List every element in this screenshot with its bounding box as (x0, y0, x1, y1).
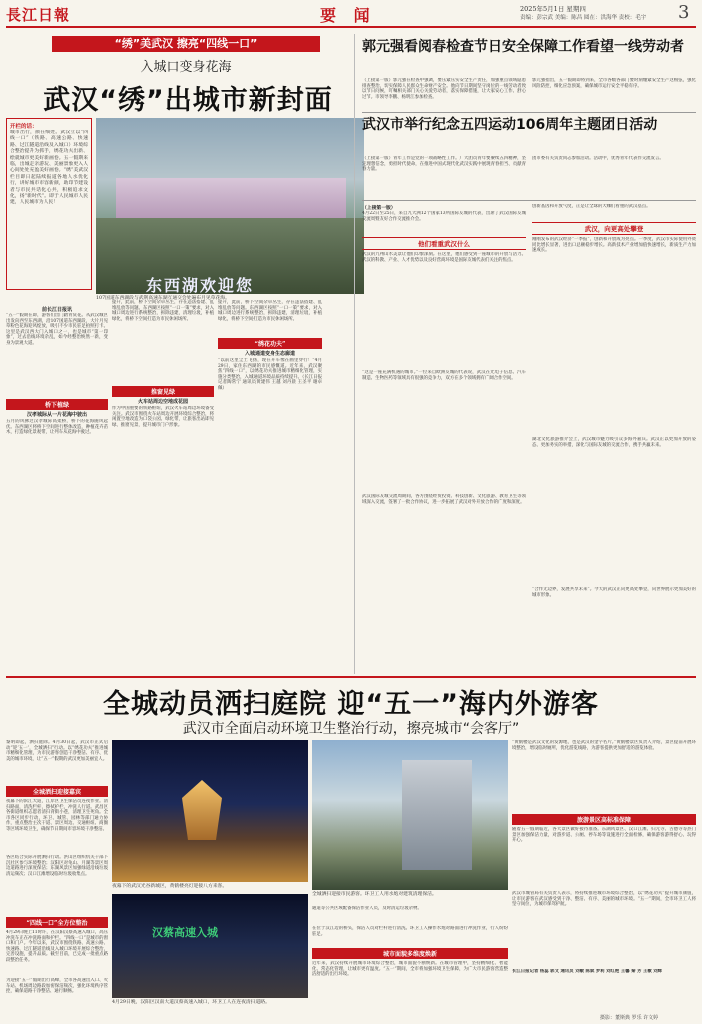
lead-subhead-2b: 火车站周边空地成花园 (137, 399, 188, 405)
main-right-para: “黄鹤楼是武汉文化的发源地，也是武汉的金字名片。”黄鹤楼景区负责人介绍，景区提前开展环境整治，增设临时厕所，优化游览线路，为游客提供更加舒适的游览体验。 (512, 740, 696, 751)
section-title: 要 闻 (320, 6, 376, 25)
right3-col2-d: “合作无边界，发展共享未来”。今天的武汉正向更高处攀登，向世界展示更加美好的城市形象。 (532, 587, 696, 598)
right3-subhead-2: 武汉，向更高处攀登 (532, 222, 696, 235)
main-title: 全城动员洒扫庭院 迎“五一”海内外游客 (103, 689, 599, 720)
lead-subhead-3: “绣花功夫” (218, 338, 322, 349)
main-para-5: 为迎接“五一”假期出行高峰，全市各高速出入口、火车站、机场周边路段加密保洁频次，强化环境秩序管控，确保道路干净整洁、通行顺畅。 (6, 978, 108, 995)
main-subtitle: 武汉市全面启动环境卫生整治行动，擦亮城市“会客厅” (182, 721, 520, 737)
right3-col2-a: 创新基因和开放气度，正是让全球的大咖们看重的武汉基点。 (532, 204, 651, 209)
lead-subtitle: 入城口变身花海 (140, 60, 232, 75)
right1-title: 郭元强看阅春检查节日安全保障工作看望一线劳动者 (362, 39, 684, 55)
main-para-4: 4月29日晚上11时许，在汉阳汉蔡高速入城口，高压冲洗车正在冲洗路面和护栏。“四线一口”是城市的窗口和门户。今年以来，武汉市围绕铁路、高速公路、快速路、过江隧道沿线及入城口环境开展综合整治，完善设施，提升品质。截至目前，已完成一批重点路段整治任务。 (6, 930, 108, 963)
intro-label: 开栏的话： (10, 124, 38, 130)
main-photo-3 (312, 740, 508, 890)
lead-para-1: “五一”假期在即，游客们出门踏青赏花。从武汉城区出发向西至东西湖，沿107国道东西湖段，大片月见草粉色花海迎风绽放，吸引不少市民驻足拍照打卡。这里是武汉西大门入城口之一，也是城市“第一印象”，过去沿线环境杂乱，如今经整治焕然一新，变身为景观大道。 (6, 313, 108, 346)
right2-title: 武汉市举行纪念五四运动106周年主题团日活动 (362, 117, 658, 133)
column-divider (354, 34, 355, 674)
main-mid-subhead: 城市面貌多维度焕新 (312, 948, 508, 959)
main-para-6: 随着五一假期临近，各大景区做好接待准备。东湖风景区、汉口江滩、归元寺、古德寺等热门景区加强保洁力量，对游步道、公厕、停车场等设施进行全面检修，确保游客游得舒心、玩得开心。 (512, 827, 696, 844)
lead-photo-caption: 107国道东西湖段与武荆高速东湖互通交会处遍布月见草花海。 (96, 296, 230, 301)
lead-subhead-1: 桥下植绿 (6, 399, 108, 410)
lead-para-4b: 提升，此前，桥下空间杂草丛生，存在违法搭建、乱堆乱放等问题。东西湖区按照“一口一策”要求，对入城口周边进行系统整治，拆除违建，清理垃圾，补植绿化，将桥下空间打造为市民休闲场所。 (218, 300, 322, 322)
photo-2-sign: 汉蔡高速入城 (152, 926, 218, 939)
right3-subhead: 他们看重武汉什么 (362, 237, 526, 250)
right3-col2-c: 湖北文化旅游推介会上，武汉城市魅力吸引众多海外嘉宾。武汉正以更加开放的姿态、更加务实的举措，深化与国际友城的交流合作，携手共赢未来。 (532, 437, 696, 448)
lead-title: 武汉“绣”出城市新封面 (43, 85, 333, 116)
main-mid-b: 在位于汉江边的桥头，保洁人员对栏杆进行清洗。环卫工人操作水炮对路面进行冲洗作业，行人纷纷驻足。 (312, 926, 508, 937)
lead-subhead-1b: 汉孝城际从一片花海中驶出 (26, 412, 87, 418)
page-number: 3 (678, 2, 690, 23)
lead-subhead-3b: 入城通道变身生态廊道 (244, 351, 295, 357)
lead-dateline: 前长江日报讯 (41, 307, 72, 313)
main-photo-2 (112, 894, 308, 998)
right2-para-1: （上接第一版）青年工作是党的一项战略性工作。广大团员青年要赓续五四精神，坚定理想信念，勇担时代使命，在推进中国式现代化武汉实践中展现青春担当、贡献青春力量。 (362, 156, 526, 173)
right2-para-2: 团市委有关负责同志参加活动。活动中，优秀青年代表作交流发言。 (532, 156, 664, 161)
photo-sign: 东西湖欢迎您 (146, 276, 255, 295)
main-mid-a: 通道等公共区域配备保洁作业人员，及时清运垃圾杂物。 (312, 906, 422, 911)
right3-para-3: “这是一座充满机遇的城市。”一位来自欧洲友城的代表说，武汉在光电子信息、汽车制造、生物医药等领域具有很强的竞争力，双方在多个领域拥有广阔合作空间。 (362, 370, 526, 381)
right3-para-4: 武汉国际友城交流周期间，各方围绕经贸投资、科技创新、文化旅游、教育卫生等领域深入交流，签署了一批合作协议，进一步拓展了武汉对外开放合作的广度和深度。 (362, 494, 526, 505)
main-byline: 长江日报记者 杨蕊 郭文 通讯员 刘敏 陈斌 罗莉 刘红艳 王馨 秦 芳 王敏 刘辉 (512, 969, 663, 974)
main-photo-1 (112, 740, 308, 882)
photo-credit: 摄影：董斯典 罗乐 许文婷 (600, 1015, 659, 1021)
right1-para-2: 郭元强指出，五一假期即将到来，全市各级各部门要时刻绷紧安全生产这根弦，强化风险防控，细化应急预案，确保城市运行安全平稳有序。 (532, 78, 696, 89)
main-subhead-2: “四线一口”全方位整治 (6, 917, 108, 928)
main-para-3: 各区结合实际开展洒扫行动。洪山区组织机关干部下沉社区参与环境整治；汉阳区对龟山、月湖等景区周边道路进行深度保洁；东湖风景区加强绿道沿线垃圾清运频次；汉口江滩增设临时垃圾收集点。 (6, 855, 108, 877)
right3-para-2: 武汉的九州山水美景让他们印象深刻。在这里，他们感受到一座城市的开放与活力。武汉的科教、产业、人才优势以及良好营商环境是国际友城代表们关注的焦点。 (362, 252, 526, 263)
section-rule (6, 676, 696, 678)
lead-para-5: “以前这里尘土飞扬，现在开车像在画里穿行！”4月29日，家住东西湖的市民感慨道。近年来，武汉聚焦“四线一口”，以绣花功夫推进城市精细化管理，实施分类整治，入城通道环境品质持续提升。（长江日报记者陶常宁 通讯员黄建伟 王越 刘丹晨 王圣平 谢卓佩） (218, 358, 322, 391)
main-subhead-1: 全城洒扫迎接嘉宾 (6, 786, 108, 797)
main-photo-1-caption: 夜幕下的武汉光谷新城区，黄鹤楼亮灯迎接八方来客。 (112, 884, 228, 889)
main-photo-2-caption: 4月29日晚，汉阳区汉南大道汉蔡高速入城口，环卫工人在连夜清扫道路。 (112, 1000, 270, 1005)
intro-text: 城市出行，颜在细处。武汉立以“四线一口”（铁路、高速公路、快速路、过江隧道沿线及入城口）环境综合整治提升为抓手，绣花功夫出新、绘就城市更美好新画卷。五一假期来临，出城走亲游玩、美丽景象更入人心间处处充盈美好画卷。“绣”美武汉栏目即日起陆续报道各地人水优化行，讲好城市市容新颜，助印节建设者与市民共话化心共，积极追求文化，扬“新时代”。即于人民城市人民建，人民城市为人民！ (10, 130, 88, 206)
issue-date: 2025年5月1日 星期四 (520, 5, 586, 13)
main-para-1: 黎明即起，洒扫庭除。4月30日起，武汉市正式启动“迎‘五一’，全城洒扫”行动。以“绣花功夫”推进城市精细化管理，为市民游客创造干净整洁、有序、优美的城市环境，让“五一”假期的武汉更加美丽宜人。 (6, 740, 108, 762)
lead-para-3: 提升，此前，桥下空间杂草丛生，存在违法搭建、乱堆乱放等问题。东西湖区按照“一口一策”要求，对入城口周边进行系统整治，拆除违建，清理垃圾，补植绿化，将桥下空间打造为市民休闲场所。 (112, 300, 214, 322)
right1-para-1: （上接第一版）郭元强在检查中强调，要压紧压实安全生产责任，加强重点领域隐患排查整治，切实保障人民群众生命财产安全。他向节日期间坚守岗位的一线劳动者致以节日问候，叮嘱相关部门关心关爱劳动者，落实保障措施，让大家安心工作、舒心过节。市领导李鹏、杨明江参加检查。 (362, 78, 526, 100)
main-photo-3-caption: 全城洒扫迎接市民游客。环卫工人用水炮对建筑清理保洁。 (312, 892, 437, 897)
lead-para-4: 作为中国重要的铁路枢纽，武汉火车站周边环境备受关注。武汉市围绕火车站周边开展环境综合整治，将闲置空地改造为口袋公园、绿化带，让旅客出站即见绿、推窗见景，提升城市门户形象。 (112, 406, 214, 428)
lead-photo (96, 118, 364, 294)
right3-col2-b: 刚刚发布的武汉经济“一季报”，创新和开放成为亮点。一季度，武汉市实际使用外资同比增长显著，进出口总额稳步增长。高新技术产业增加值快速增长，新质生产力加速成长。 (532, 237, 696, 254)
lead-kicker: “绣”美武汉 擦亮“四线一口” (52, 36, 320, 52)
editor-info: 责编：彭宗武 美编：陈昌 圆在：洪海华 责校：毛宇 (520, 15, 647, 21)
lead-subhead-2: 推窗见绿 (112, 386, 214, 397)
newspaper-logo: 長江日報 (6, 6, 71, 24)
main-mid-c: 近年来，武汉持续开展城市环境综合整治，城市面貌不断焕新。在城市管理中，坚持精细化、智能化、常态化管理，让城市更有温度。“五一”期间，全市将加强环境卫生保障，为广大市民游客营造整洁舒适的出行环境。 (312, 961, 508, 978)
main-para-2: 夜幕下的滨江大道，江岸区卫生保洁员连夜作业。清扫路面，清洗栏杆，擦拭护栏，冲洗人行道。武昌区各街道组织志愿者清扫背街小巷，清理卫生死角。全市各区同步行动，环卫、城管、园林等部门通力协作，重点整治主次干道、景区周边、交通枢纽、商圈等区域环境卫生，确保节日期间市容环境干净整洁。 (6, 799, 108, 832)
main-subhead-3: 旅游景区高标准保障 (512, 814, 696, 825)
masthead-rule (6, 26, 696, 28)
lead-para-2: 五月的风拂过汉孝城际高架桥，桥下的花海随风起伏。东西湖区将桥下空间进行整体改造，种植花卉苗木，打造绿化景观带，让列车从花海中驶过。 (6, 419, 108, 436)
right3-head: （上接第一版） (362, 205, 396, 211)
main-para-7: 武汉市城管局有关负责人表示，将持续推进城市环境综合整治，以“绣花功夫”提升城市颜值，让市民游客在武汉感受到干净、整洁、有序、美丽的城市环境。“五一”期间，全市环卫工人将坚守岗位，为城市保驾护航。 (512, 891, 696, 908)
right3-para-1: 4月22日至25日，来自九大洲12个国家13所国际友城的代表，出席了武汉国际友城交流周暨友好合作交流推介会。 (362, 211, 526, 222)
